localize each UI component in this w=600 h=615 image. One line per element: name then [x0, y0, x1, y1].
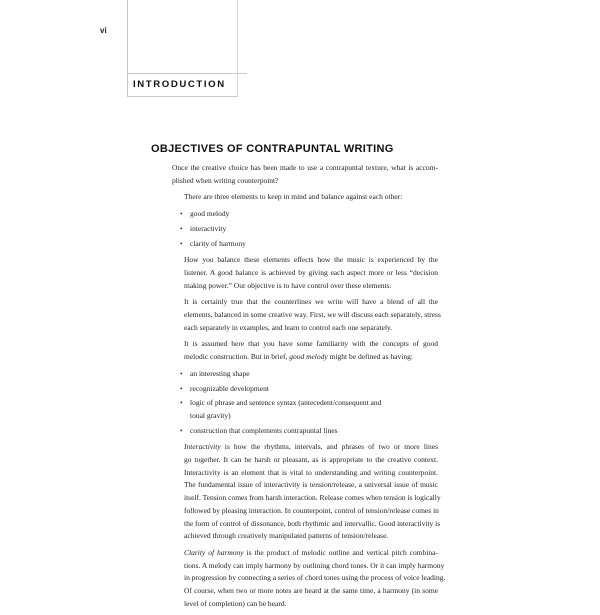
paragraph-3: [172, 254, 438, 292]
text-line: level of completion) can be heard.: [184, 598, 287, 608]
text-line: There are three elements to keep in mind and balance against each other:: [184, 192, 403, 202]
chapter-title: INTRODUCTION: [133, 79, 226, 90]
paragraph-1: [172, 162, 438, 187]
text-line: Of course, when two or more notes are heard at the same time, a harmony (in some: [184, 586, 438, 596]
header-rule-bottom: [127, 96, 238, 97]
list-item: • interactivity: [190, 223, 438, 236]
list-item: • good melody: [190, 208, 438, 221]
paragraph-6: [172, 441, 441, 543]
text-line: How you balance these elements effects how the music is experienced by the: [184, 255, 438, 265]
text-line: itself. Tension comes from harsh interaction. Release comes when tension is logically: [184, 493, 441, 503]
text-line: achieved through creatively manipulated patterns of tension/release.: [184, 531, 389, 541]
emphasis-clarity-of-harmony: Clarity of harmony: [184, 547, 244, 557]
text-line: in progression by connecting a series of chord tones using the process of voice leading.: [184, 573, 446, 583]
text-line: Once the creative choice has been made to use a contrapuntal texture, what is accom-: [172, 163, 438, 172]
emphasis-interactivity: Interactivity: [184, 442, 221, 452]
list-item: • an interesting shape: [190, 368, 438, 381]
text-fragment: is how the rhythms, intervals, and phrases of two or more lines: [220, 442, 438, 452]
list-item: • clarity of harmony: [190, 238, 438, 251]
text-line: plished when writing counterpoint?: [172, 175, 279, 185]
text-fragment: melodic construction. But in brief,: [184, 352, 290, 362]
text-line: the form of control of dissonance, both rhythmic and intervallic. Good interactivity is: [184, 518, 441, 528]
header-rule-top: [127, 73, 247, 74]
page-number: vi: [100, 26, 107, 35]
text-line: go together. It can be harsh or pleasant, as is appropriate to the creative context.: [184, 455, 438, 465]
text-line: each separately in examples, and learn to control each one separately.: [184, 322, 393, 332]
text-fragment: might be defined as having:: [327, 352, 413, 362]
text-line: listener. A good balance is achieved by giving each aspect more or less “decision: [184, 267, 438, 277]
paragraph-2: [172, 191, 438, 204]
good-melody-list: [172, 368, 438, 438]
text-line: tonal gravity): [190, 410, 231, 420]
text-line: [172, 441, 438, 454]
text-line: It is certainly true that the counterlines we write will have a blend of all the: [184, 297, 438, 307]
paragraph-5: [172, 338, 438, 363]
emphasis-good-melody: good melody: [289, 352, 328, 362]
text-line: The fundamental issue of interactivity is tension/release, a universal issue of music: [184, 480, 438, 490]
text-line: tions. A melody can imply harmony by outlining chord tones. Or it can imply harmony: [184, 560, 445, 570]
paragraph-7: [172, 547, 446, 611]
body-text: [172, 162, 446, 615]
text-line: [172, 547, 438, 560]
list-item: [190, 397, 438, 422]
text-line: It is assumed here that you have some familiarity with the concepts of good: [184, 339, 438, 349]
list-item: • recognizable development: [190, 383, 438, 396]
text-line: making power.” Our objective is to have control over these elements.: [184, 280, 392, 290]
elements-list: [172, 208, 438, 250]
paragraph-4: [172, 296, 441, 334]
text-line: • logic of phrase and sentence syntax (antecedent/consequent and: [190, 398, 382, 408]
header-rule-vertical: [127, 0, 128, 96]
text-line: followed by pleasing interaction. In counterpoint, control of tension/release comes in: [184, 505, 439, 515]
text-line: elements, balanced in some creative way. First, we will discuss each separately, stress: [184, 310, 441, 320]
text-fragment: is the product of melodic outline and vertical pitch combina-: [243, 547, 438, 557]
section-heading: OBJECTIVES OF CONTRAPUNTAL WRITING: [151, 143, 394, 155]
text-line: Interactivity is an element that is vital to understanding and writing counterpoint.: [184, 467, 438, 477]
text-line: [172, 351, 438, 364]
list-item: • construction that complements contrapuntal lines: [190, 425, 438, 438]
header-rule-vertical-right: [237, 0, 238, 96]
